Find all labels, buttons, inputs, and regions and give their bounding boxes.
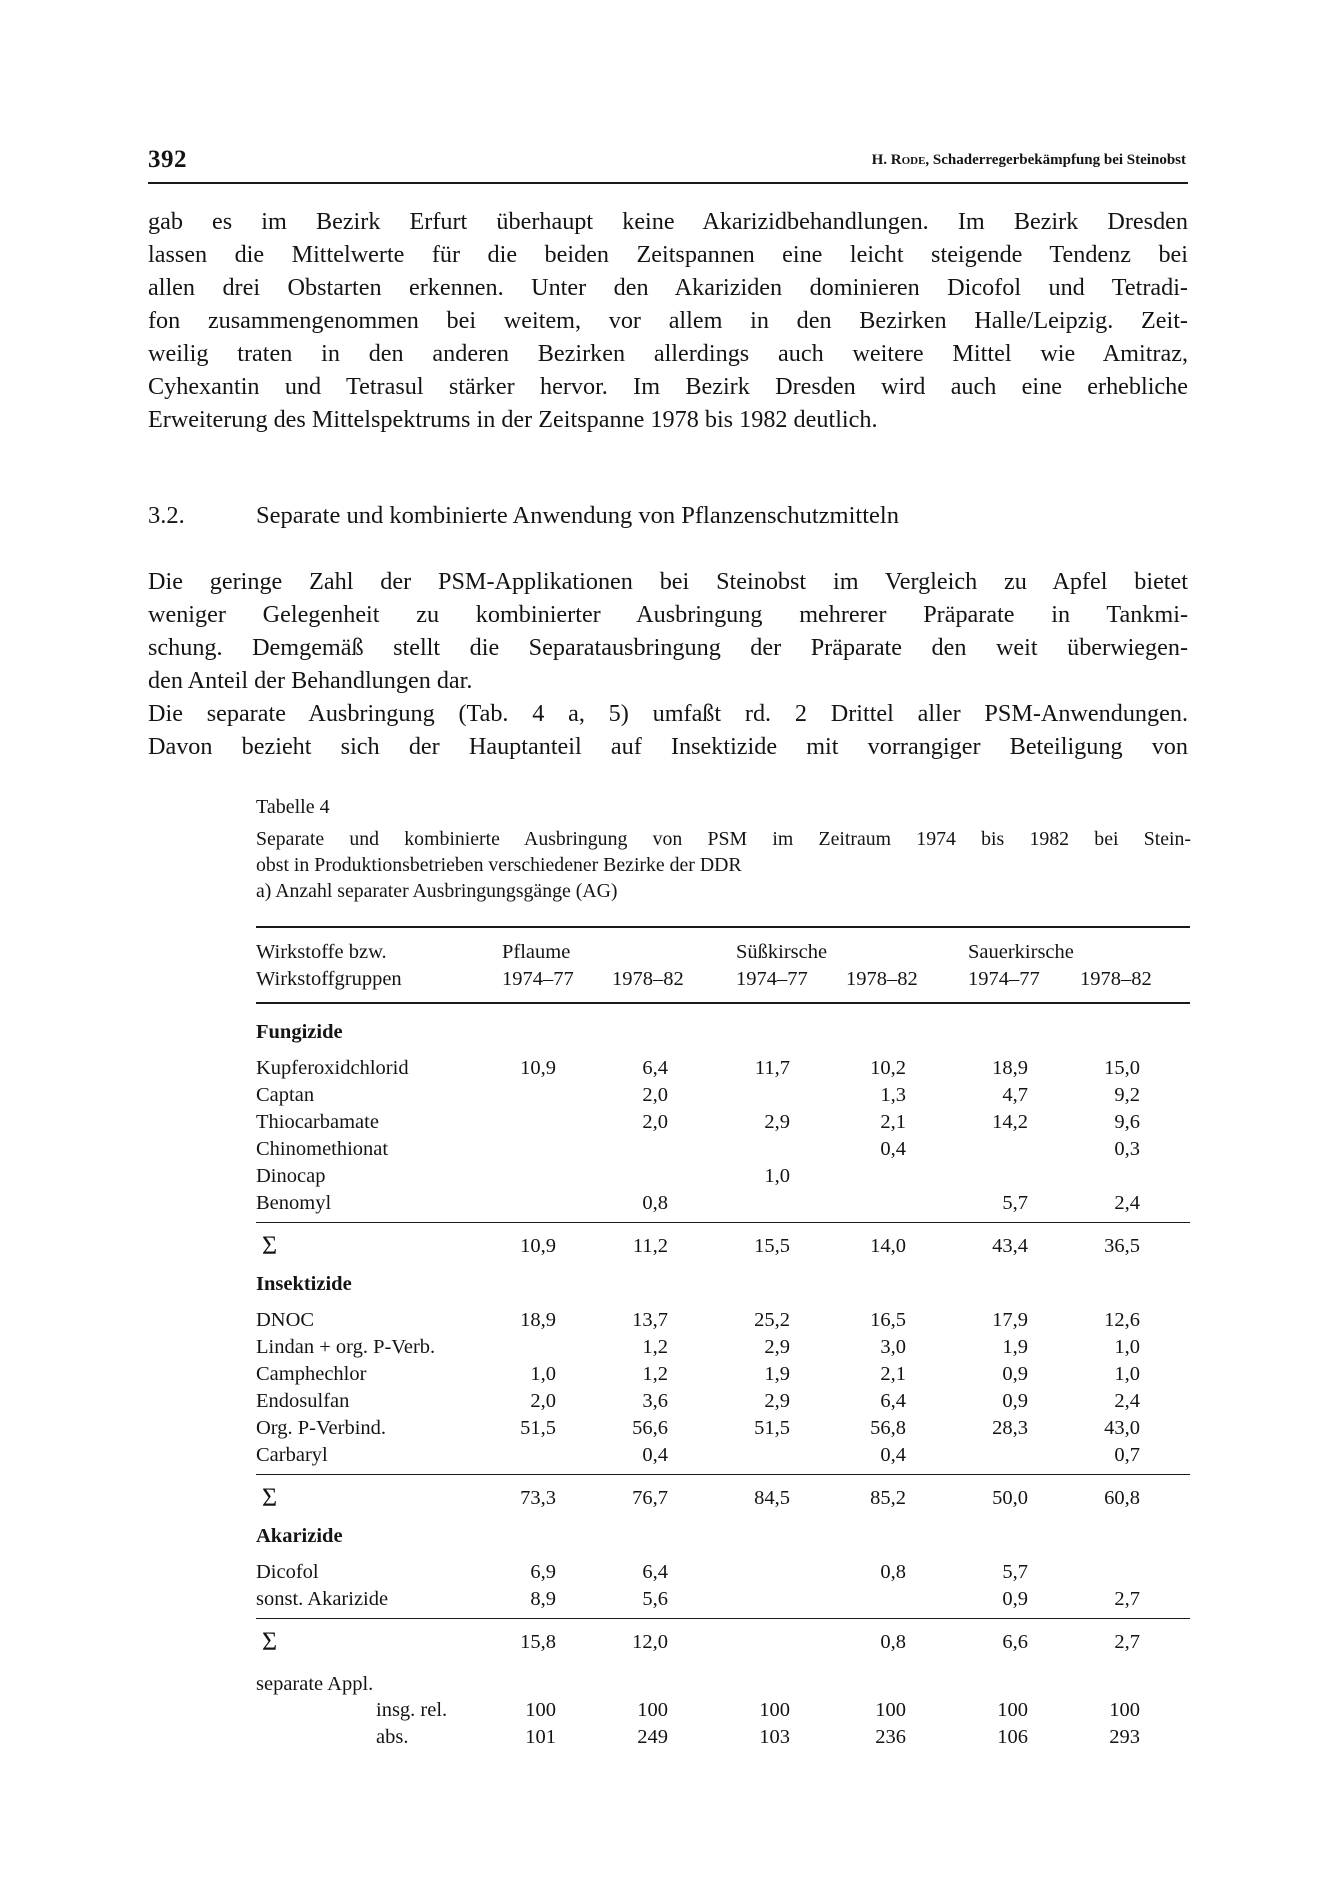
page-number: 392 [148,146,187,173]
value-cell: 56,6 [632,1417,668,1439]
value-cell: 1,0 [1114,1363,1140,1385]
group-heading: Insektizide [256,1273,352,1295]
value-cell: 1,0 [764,1165,790,1187]
group-sum-rule [256,1222,1190,1223]
running-title [872,152,1186,169]
value-cell: 17,9 [992,1309,1028,1331]
row-label: Camphechlor [256,1363,367,1385]
row-label: Thiocarbamate [256,1111,379,1133]
group-heading: Fungizide [256,1021,343,1043]
footer-value-cell: 101 [525,1726,556,1748]
value-cell: 10,9 [520,1057,556,1079]
value-cell: 2,4 [1114,1192,1140,1214]
running-header [148,146,1188,184]
sum-cell: 15,5 [754,1235,790,1257]
value-cell: 5,7 [1002,1192,1028,1214]
sum-cell: 76,7 [632,1487,668,1509]
value-cell: 0,4 [880,1444,906,1466]
value-cell: 6,4 [880,1390,906,1412]
sum-cell: 0,8 [880,1631,906,1653]
value-cell: 9,2 [1114,1084,1140,1106]
sum-cell: 73,3 [520,1487,556,1509]
value-cell: 4,7 [1002,1084,1028,1106]
fruit-header: Süßkirsche [736,941,828,963]
text-line: weilig traten in den anderen Bezirken allerdings auch weitere Mittel wie Amitraz, [148,340,1188,367]
sum-cell: 85,2 [870,1487,906,1509]
row-label: sonst. Akarizide [256,1588,389,1610]
row-label: Captan [256,1084,315,1106]
value-cell: 0,3 [1114,1138,1140,1160]
value-cell: 15,0 [1104,1057,1140,1079]
value-cell: 16,5 [870,1309,906,1331]
footer-row-label: abs. [376,1726,409,1748]
value-cell: 13,7 [632,1309,668,1331]
text-line: Die separate Ausbringung (Tab. 4 a, 5) umfaßt rd. 2 Drittel aller PSM-Anwendungen. [148,700,1188,727]
value-cell: 3,6 [642,1390,668,1412]
value-cell: 6,9 [530,1561,556,1583]
footer-value-cell: 100 [997,1699,1028,1721]
value-cell: 3,0 [880,1336,906,1358]
body-paragraph-1 [148,205,1188,436]
value-cell: 18,9 [520,1309,556,1331]
text-line: lassen die Mittelwerte für die beiden Zeitspannen eine leicht steigende Tendenz bei [148,241,1188,268]
footer-row-label: insg. rel. [376,1699,448,1721]
sum-cell: 10,9 [520,1235,556,1257]
footer-value-cell: 106 [997,1726,1028,1748]
body-paragraph-2 [148,565,1188,763]
table-caption [256,826,1191,904]
text-line: allen drei Obstarten erkennen. Unter den Akariziden dominieren Dicofol und Tetradi- [148,274,1188,301]
table-header-rule [256,1002,1190,1004]
value-cell: 51,5 [520,1417,556,1439]
value-cell: 1,9 [1002,1336,1028,1358]
value-cell: 1,0 [530,1363,556,1385]
text-line: fon zusammengenommen bei weitem, vor allem in den Bezirken Halle/Leipzig. Zeit- [148,307,1188,334]
sum-symbol: Σ [262,1627,278,1656]
sum-cell: 50,0 [992,1487,1028,1509]
value-cell: 6,4 [642,1561,668,1583]
value-cell: 1,2 [642,1363,668,1385]
running-title-text: , Schaderregerbekämpfung bei Steinobst [925,152,1186,168]
group-sum-rule [256,1618,1190,1619]
value-cell: 5,7 [1002,1561,1028,1583]
value-cell: 2,0 [530,1390,556,1412]
sum-cell: 36,5 [1104,1235,1140,1257]
sum-cell: 15,8 [520,1631,556,1653]
value-cell: 18,9 [992,1057,1028,1079]
caption-line: a) Anzahl separater Ausbringungsgänge (AG) [256,880,618,902]
caption-line: Separate und kombinierte Ausbringung von PSM im Zeitraum 1974 bis 1982 bei Stein- [256,828,1191,850]
value-cell: 0,9 [1002,1390,1028,1412]
sum-cell: 6,6 [1002,1631,1028,1653]
sum-cell: 11,2 [632,1235,668,1257]
value-cell: 2,0 [642,1111,668,1133]
value-cell: 0,4 [642,1444,668,1466]
value-cell: 51,5 [754,1417,790,1439]
value-cell: 28,3 [992,1417,1028,1439]
text-line: Cyhexantin und Tetrasul stärker hervor. Im Bezirk Dresden wird auch eine erhebliche [148,373,1188,400]
value-cell: 8,9 [530,1588,556,1610]
value-cell: 1,2 [642,1336,668,1358]
column-header: Wirkstoffe bzw. [256,941,387,963]
value-cell: 14,2 [992,1111,1028,1133]
value-cell: 9,6 [1114,1111,1140,1133]
fruit-header: Sauerkirsche [968,941,1074,963]
sum-cell: 14,0 [870,1235,906,1257]
text-line: gab es im Bezirk Erfurt überhaupt keine Akarizidbehandlungen. Im Bezirk Dresden [148,208,1188,235]
period-header: 1978–82 [846,968,918,990]
value-cell: 0,8 [880,1561,906,1583]
value-cell: 10,2 [870,1057,906,1079]
row-label: Kupferoxidchlorid [256,1057,409,1079]
footer-value-cell: 236 [875,1726,906,1748]
text-line: den Anteil der Behandlungen dar. [148,667,473,694]
row-label: Benomyl [256,1192,332,1214]
table-label: Tabelle 4 [256,796,330,818]
footer-label: separate Appl. [256,1673,374,1695]
caption-line: obst in Produktionsbetrieben verschiedener Bezirke der DDR [256,854,742,876]
row-label: Endosulfan [256,1390,350,1412]
value-cell: 1,9 [764,1363,790,1385]
text-line: schung. Demgemäß stellt die Separatausbringung der Präparate den weit überwiegen- [148,634,1188,661]
author-name: H. Rode [871,152,926,168]
period-header: 1974–77 [502,968,574,990]
sum-cell: 12,0 [632,1631,668,1653]
value-cell: 2,9 [764,1111,790,1133]
value-cell: 5,6 [642,1588,668,1610]
value-cell: 0,4 [880,1138,906,1160]
value-cell: 56,8 [870,1417,906,1439]
value-cell: 2,4 [1114,1390,1140,1412]
fruit-header: Pflaume [502,941,571,963]
value-cell: 43,0 [1104,1417,1140,1439]
sum-cell: 60,8 [1104,1487,1140,1509]
footer-value-cell: 100 [525,1699,556,1721]
sum-symbol: Σ [262,1231,278,1260]
group-heading: Akarizide [256,1525,343,1547]
row-label: Lindan + org. P-Verb. [256,1336,436,1358]
table-top-rule [256,926,1190,928]
footer-value-cell: 100 [637,1699,668,1721]
footer-value-cell: 103 [759,1726,790,1748]
value-cell: 12,6 [1104,1309,1140,1331]
footer-value-cell: 100 [1109,1699,1140,1721]
value-cell: 6,4 [642,1057,668,1079]
sum-cell: 2,7 [1114,1631,1140,1653]
value-cell: 0,8 [642,1192,668,1214]
value-cell: 2,9 [764,1336,790,1358]
value-cell: 25,2 [754,1309,790,1331]
period-header: 1978–82 [612,968,684,990]
text-line: Davon bezieht sich der Hauptanteil auf Insektizide mit vorrangiger Beteiligung von [148,733,1188,760]
text-line: Erweiterung des Mittelspektrums in der Zeitspanne 1978 bis 1982 deutlich. [148,406,878,433]
row-label: DNOC [256,1309,315,1331]
period-header: 1978–82 [1080,968,1152,990]
sum-symbol: Σ [262,1483,278,1512]
value-cell: 2,7 [1114,1588,1140,1610]
section-title: Separate und kombinierte Anwendung von Pflanzenschutzmitteln [256,502,899,529]
value-cell: 1,3 [880,1084,906,1106]
footer-value-cell: 293 [1109,1726,1140,1748]
value-cell: 0,9 [1002,1363,1028,1385]
value-cell: 2,1 [880,1111,906,1133]
row-label: Chinomethionat [256,1138,389,1160]
value-cell: 2,1 [880,1363,906,1385]
footer-value-cell: 100 [875,1699,906,1721]
sum-cell: 84,5 [754,1487,790,1509]
value-cell: 0,7 [1114,1444,1140,1466]
value-cell: 2,9 [764,1390,790,1412]
sum-cell: 43,4 [992,1235,1028,1257]
row-label: Dicofol [256,1561,319,1583]
section-number: 3.2. [148,502,185,529]
value-cell: 11,7 [754,1057,790,1079]
value-cell: 1,0 [1114,1336,1140,1358]
value-cell: 0,9 [1002,1588,1028,1610]
text-line: weniger Gelegenheit zu kombinierter Ausbringung mehrerer Präparate in Tankmi- [148,601,1188,628]
period-header: 1974–77 [736,968,808,990]
value-cell: 2,0 [642,1084,668,1106]
row-label: Carbaryl [256,1444,328,1466]
footer-value-cell: 249 [637,1726,668,1748]
row-label: Dinocap [256,1165,326,1187]
period-header: 1974–77 [968,968,1040,990]
text-line: Die geringe Zahl der PSM-Applikationen bei Steinobst im Vergleich zu Apfel bietet [148,568,1188,595]
column-header: Wirkstoffgruppen [256,968,402,990]
footer-value-cell: 100 [759,1699,790,1721]
row-label: Org. P-Verbind. [256,1417,387,1439]
group-sum-rule [256,1474,1190,1475]
